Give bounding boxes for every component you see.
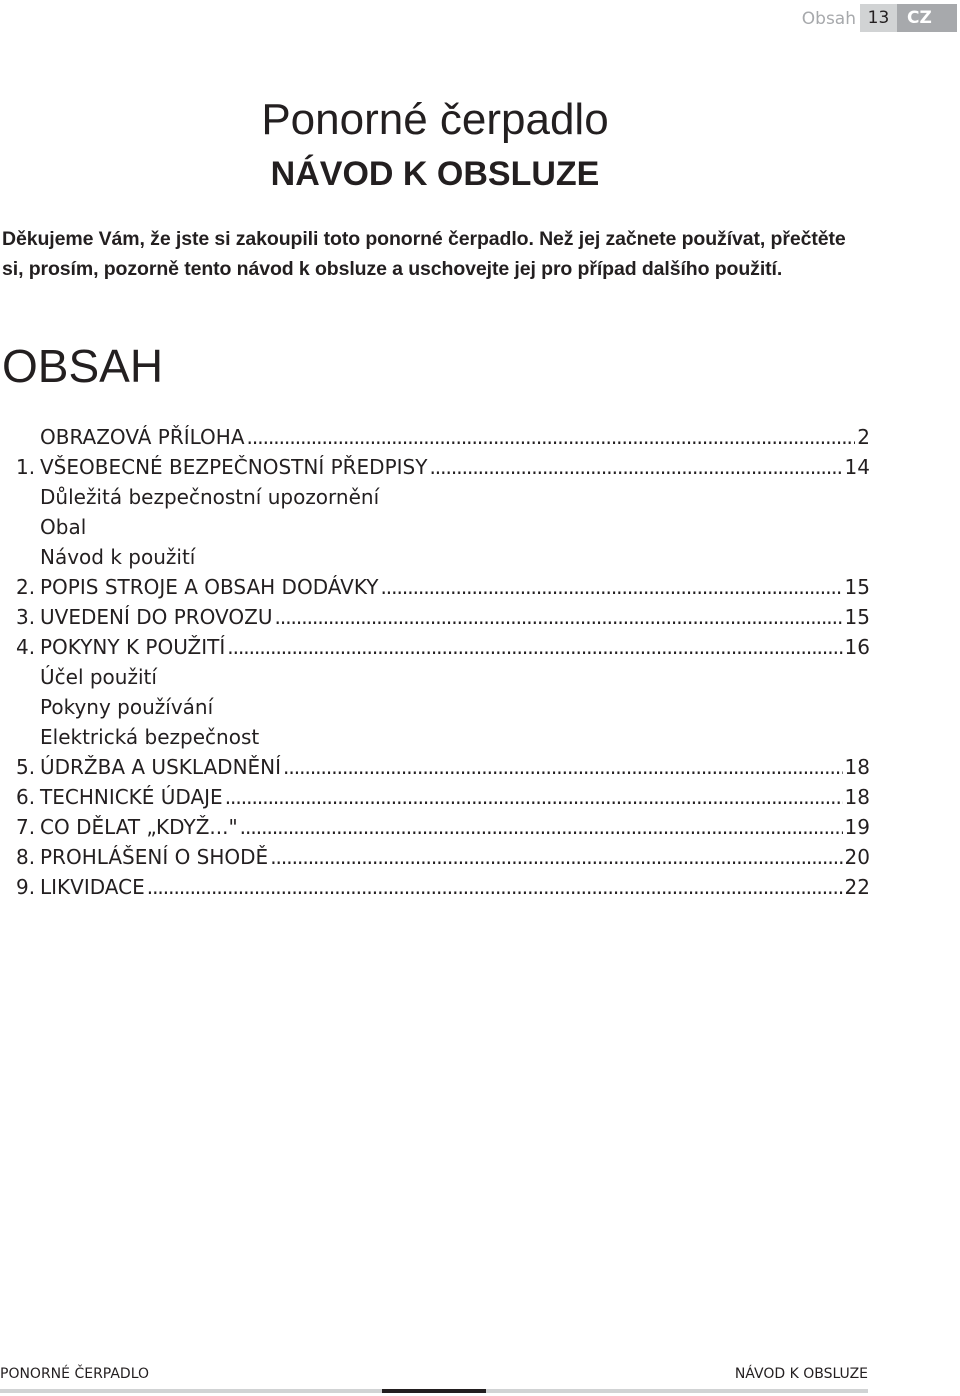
toc-entry-leader: [274, 602, 842, 632]
toc-entry-page: 15: [844, 575, 870, 599]
toc-entry-leader: [270, 842, 842, 872]
toc-entry-label: Pokyny používání: [40, 695, 214, 719]
toc-entry-page: 18: [844, 785, 870, 809]
toc-entry-leader: [225, 782, 843, 812]
toc-entry: [0, 872, 870, 902]
toc-entry-number: 4.: [16, 635, 36, 659]
toc-entry: [0, 452, 870, 482]
toc-entry: [0, 632, 870, 662]
toc-entry: [0, 752, 870, 782]
toc-entry-leader: [227, 632, 842, 662]
toc-entry-leader: [380, 572, 842, 602]
toc-entry: [0, 512, 870, 542]
toc-entry-label: OBRAZOVÁ PŘÍLOHA: [40, 425, 245, 449]
toc-entry: [0, 842, 870, 872]
toc-entry-label: Účel použití: [40, 665, 157, 689]
toc-entry-page: 22: [844, 875, 870, 899]
toc-entry-page: 18: [844, 755, 870, 779]
toc-entry-label: Návod k použití: [40, 545, 196, 569]
intro-paragraph: Děkujeme Vám, že jste si zakoupili toto ponorné čerpadlo. Než jej začnete používat, přečtěte si, prosím, pozorně tento návod k obsluze a uschovejte jej pro případ dalšího použití.: [2, 228, 846, 280]
footer-left-label: PONORNÉ ČERPADLO: [0, 1366, 150, 1382]
toc-entry-leader: [247, 422, 856, 452]
document-title: Ponorné čerpadlo: [261, 95, 609, 144]
footer-right-label: NÁVOD K OBSLUZE: [734, 1366, 868, 1382]
toc-entry-page: 15: [844, 605, 870, 629]
toc-entry: [0, 542, 870, 572]
toc-entry-label: LIKVIDACE: [40, 875, 145, 899]
toc-entry-page: 16: [844, 635, 870, 659]
document-subtitle: NÁVOD K OBSLUZE: [270, 155, 600, 193]
toc-entry-label: POPIS STROJE A OBSAH DODÁVKY: [40, 575, 379, 599]
toc-entry-number: 5.: [16, 755, 36, 779]
toc-entry-number: 7.: [16, 815, 36, 839]
toc-entry-leader: [283, 752, 843, 782]
toc-entry-page: 2: [857, 425, 870, 449]
toc-entry-label: Důležitá bezpečnostní upozornění: [40, 485, 380, 509]
toc-entry-leader: [240, 812, 843, 842]
toc-entry-label: CO DĚLAT „KDYŽ...": [40, 815, 238, 839]
contents-heading: OBSAH: [2, 340, 164, 392]
toc-entry: [0, 602, 870, 632]
header-page-number: 13: [860, 4, 897, 32]
header-section-label: Obsah: [801, 9, 856, 29]
toc-entry: [0, 662, 870, 692]
toc-entry-page: 20: [844, 845, 870, 869]
toc-entry: [0, 812, 870, 842]
toc-entry-page: 19: [844, 815, 870, 839]
toc-entry-leader: [429, 452, 842, 482]
toc-entry-number: 3.: [16, 605, 36, 629]
toc-entry: [0, 782, 870, 812]
toc-entry-leader: [147, 872, 843, 902]
footer-rule-accent: [382, 1389, 486, 1393]
toc-entry-number: 2.: [16, 575, 36, 599]
toc-entry: [0, 722, 870, 752]
toc-entry-page: 14: [844, 455, 870, 479]
toc-entry-label: PROHLÁŠENÍ O SHODĚ: [40, 845, 269, 869]
toc-entry-number: 8.: [16, 845, 36, 869]
toc-entry-label: ÚDRŽBA A USKLADNĚNÍ: [40, 755, 282, 779]
toc-entry-number: 9.: [16, 875, 36, 899]
header-language-badge: CZ: [897, 4, 957, 32]
toc-entry-label: UVEDENÍ DO PROVOZU: [40, 605, 273, 629]
toc-entry-label: POKYNY K POUŽITÍ: [40, 635, 226, 659]
toc-entry: [0, 482, 870, 512]
toc-entry-label: TECHNICKÉ ÚDAJE: [40, 785, 223, 809]
toc-entry: [0, 572, 870, 602]
toc-entry: [0, 422, 870, 452]
toc-entry-label: VŠEOBECNÉ BEZPEČNOSTNÍ PŘEDPISY: [40, 455, 428, 479]
toc-entry-number: 6.: [16, 785, 36, 809]
toc-entry-number: 1.: [16, 455, 36, 479]
toc-entry-label: Elektrická bezpečnost: [40, 725, 260, 749]
toc-entry-label: Obal: [40, 515, 87, 539]
toc-entry: [0, 692, 870, 722]
